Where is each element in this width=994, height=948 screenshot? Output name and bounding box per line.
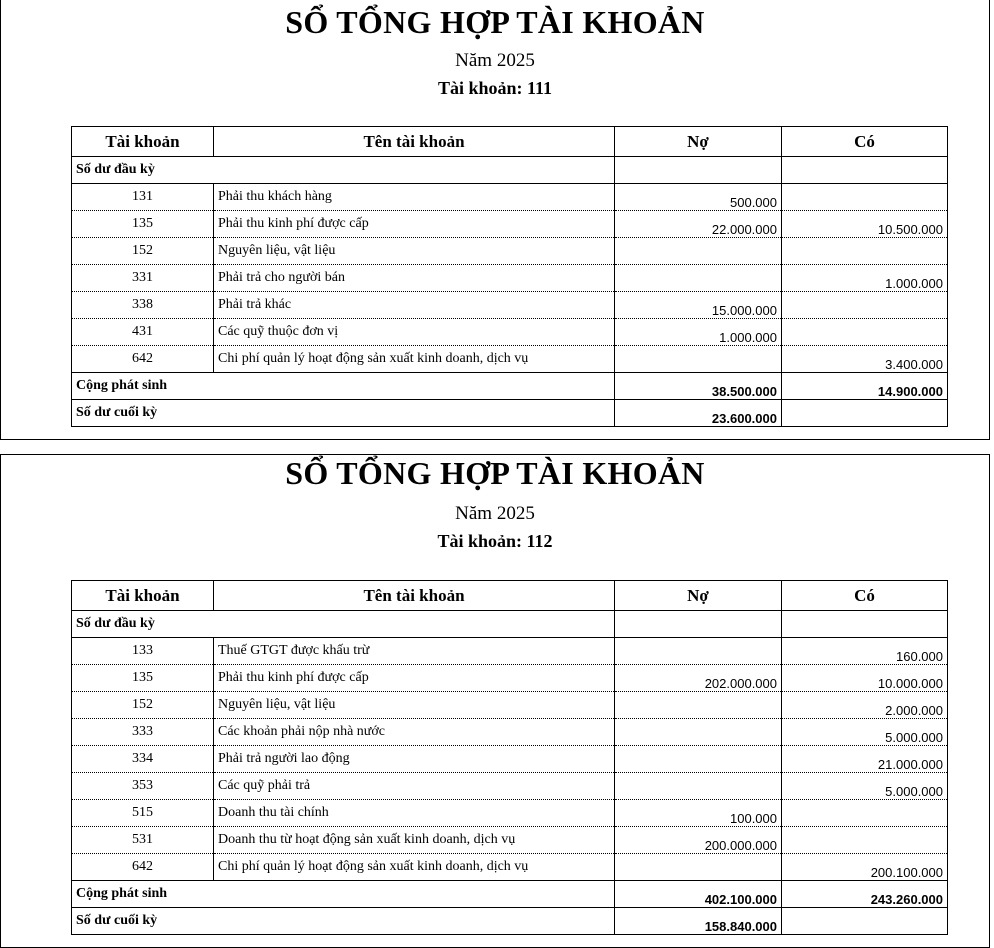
ledger-table xyxy=(71,126,948,427)
closing-balance-credit xyxy=(782,400,948,427)
account-name: Phải trả người lao động xyxy=(214,746,615,773)
account-name: Các khoản phải nộp nhà nước xyxy=(214,719,615,746)
opening-balance-credit xyxy=(782,611,948,638)
account-code: 353 xyxy=(72,773,214,800)
closing-balance-label: Số dư cuối kỳ xyxy=(72,400,615,427)
credit-amount: 10.500.000 xyxy=(782,211,948,238)
ledger-row xyxy=(72,238,948,265)
debit-amount xyxy=(615,773,782,800)
ledger-body xyxy=(72,611,948,638)
credit-amount: 3.400.000 xyxy=(782,346,948,373)
column-header-debit: Nợ xyxy=(615,127,782,157)
debit-amount: 15.000.000 xyxy=(615,292,782,319)
account-code: 131 xyxy=(72,184,214,211)
debit-amount xyxy=(615,692,782,719)
report-year: Năm 2025 xyxy=(455,50,535,71)
account-name: Doanh thu tài chính xyxy=(214,800,615,827)
detail-rows xyxy=(72,638,948,881)
period-total-label: Cộng phát sinh xyxy=(72,881,615,908)
column-header-name: Tên tài khoản xyxy=(214,581,615,611)
credit-amount: 2.000.000 xyxy=(782,692,948,719)
account-name: Thuế GTGT được khấu trừ xyxy=(214,638,615,665)
closing-balance-row xyxy=(72,908,948,935)
account-name: Các quỹ phải trả xyxy=(214,773,615,800)
debit-amount xyxy=(615,346,782,373)
account-name: Chi phí quản lý hoạt động sản xuất kinh doanh, dịch vụ xyxy=(214,346,615,373)
account-code: 331 xyxy=(72,265,214,292)
column-header-name: Tên tài khoản xyxy=(214,127,615,157)
account-code: 333 xyxy=(72,719,214,746)
ledger-row xyxy=(72,854,948,881)
period-total-label: Cộng phát sinh xyxy=(72,373,615,400)
debit-amount xyxy=(615,854,782,881)
account-code: 152 xyxy=(72,238,214,265)
account-name: Nguyên liệu, vật liệu xyxy=(214,692,615,719)
account-code: 642 xyxy=(72,346,214,373)
ledger-row xyxy=(72,211,948,238)
report-title: SỔ TỔNG HỢP TÀI KHOẢN xyxy=(285,4,705,40)
credit-amount xyxy=(782,184,948,211)
ledger-row xyxy=(72,719,948,746)
account-name: Phải trả cho người bán xyxy=(214,265,615,292)
ledger-panel-111 xyxy=(0,0,990,440)
ledger-row xyxy=(72,292,948,319)
ledger-row xyxy=(72,319,948,346)
debit-amount: 1.000.000 xyxy=(615,319,782,346)
account-name: Phải thu kinh phí được cấp xyxy=(214,211,615,238)
period-total-row xyxy=(72,373,948,400)
opening-balance-row xyxy=(72,611,948,638)
account-code: 642 xyxy=(72,854,214,881)
credit-amount xyxy=(782,238,948,265)
account-name: Các quỹ thuộc đơn vị xyxy=(214,319,615,346)
debit-amount xyxy=(615,238,782,265)
report-account: Tài khoản: 112 xyxy=(437,531,553,551)
account-name: Phải thu kinh phí được cấp xyxy=(214,665,615,692)
account-code: 334 xyxy=(72,746,214,773)
ledger-row xyxy=(72,665,948,692)
period-total-row xyxy=(72,881,948,908)
period-total-debit: 402.100.000 xyxy=(615,881,782,908)
closing-balance-debit: 158.840.000 xyxy=(615,908,782,935)
debit-amount: 500.000 xyxy=(615,184,782,211)
ledger-row xyxy=(72,746,948,773)
detail-rows xyxy=(72,184,948,373)
account-name: Phải trả khác xyxy=(214,292,615,319)
ledger-row xyxy=(72,773,948,800)
debit-amount xyxy=(615,265,782,292)
credit-amount: 5.000.000 xyxy=(782,773,948,800)
closing-balance-label: Số dư cuối kỳ xyxy=(72,908,615,935)
opening-balance-label: Số dư đầu kỳ xyxy=(72,157,615,184)
closing-balance-row xyxy=(72,400,948,427)
account-code: 431 xyxy=(72,319,214,346)
debit-amount: 100.000 xyxy=(615,800,782,827)
credit-amount xyxy=(782,800,948,827)
account-code: 515 xyxy=(72,800,214,827)
credit-amount: 200.100.000 xyxy=(782,854,948,881)
account-code: 152 xyxy=(72,692,214,719)
debit-amount: 202.000.000 xyxy=(615,665,782,692)
account-name: Nguyên liệu, vật liệu xyxy=(214,238,615,265)
opening-balance-debit xyxy=(615,157,782,184)
account-name: Doanh thu từ hoạt động sản xuất kinh doanh, dịch vụ xyxy=(214,827,615,854)
account-code: 531 xyxy=(72,827,214,854)
period-total-debit: 38.500.000 xyxy=(615,373,782,400)
column-header-credit: Có xyxy=(782,127,948,157)
debit-amount: 22.000.000 xyxy=(615,211,782,238)
debit-amount xyxy=(615,638,782,665)
report-account: Tài khoản: 111 xyxy=(437,78,553,98)
column-header-credit: Có xyxy=(782,581,948,611)
opening-balance-credit xyxy=(782,157,948,184)
ledger-body xyxy=(72,157,948,184)
closing-balance-credit xyxy=(782,908,948,935)
opening-balance-label: Số dư đầu kỳ xyxy=(72,611,615,638)
account-name: Chi phí quản lý hoạt động sản xuất kinh doanh, dịch vụ xyxy=(214,854,615,881)
column-header-debit: Nợ xyxy=(615,581,782,611)
ledger-row xyxy=(72,346,948,373)
column-header-code: Tài khoản xyxy=(72,127,214,157)
ledger-row xyxy=(72,827,948,854)
credit-amount: 5.000.000 xyxy=(782,719,948,746)
ledger-row xyxy=(72,638,948,665)
account-code: 338 xyxy=(72,292,214,319)
credit-amount xyxy=(782,319,948,346)
closing-balance-debit: 23.600.000 xyxy=(615,400,782,427)
debit-amount xyxy=(615,719,782,746)
credit-amount: 160.000 xyxy=(782,638,948,665)
report-year: Năm 2025 xyxy=(455,503,535,524)
account-code: 135 xyxy=(72,211,214,238)
account-name: Phải thu khách hàng xyxy=(214,184,615,211)
opening-balance-debit xyxy=(615,611,782,638)
period-total-credit: 14.900.000 xyxy=(782,373,948,400)
account-code: 135 xyxy=(72,665,214,692)
debit-amount: 200.000.000 xyxy=(615,827,782,854)
column-header-code: Tài khoản xyxy=(72,581,214,611)
ledger-table xyxy=(71,580,948,935)
report-title: SỔ TỔNG HỢP TÀI KHOẢN xyxy=(285,455,705,491)
ledger-row xyxy=(72,800,948,827)
period-total-credit: 243.260.000 xyxy=(782,881,948,908)
opening-balance-row xyxy=(72,157,948,184)
ledger-row xyxy=(72,265,948,292)
credit-amount xyxy=(782,827,948,854)
credit-amount: 1.000.000 xyxy=(782,265,948,292)
ledger-row xyxy=(72,692,948,719)
debit-amount xyxy=(615,746,782,773)
credit-amount: 21.000.000 xyxy=(782,746,948,773)
account-code: 133 xyxy=(72,638,214,665)
ledger-row xyxy=(72,184,948,211)
credit-amount xyxy=(782,292,948,319)
ledger-panel-112 xyxy=(0,454,990,948)
credit-amount: 10.000.000 xyxy=(782,665,948,692)
